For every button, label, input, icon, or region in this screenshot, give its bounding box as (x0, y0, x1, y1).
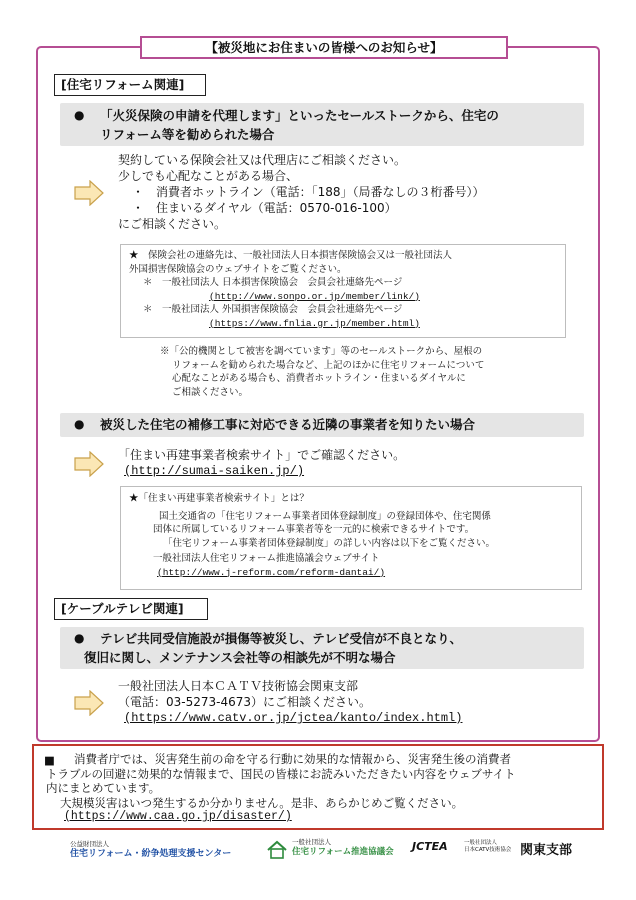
page-title: 【被災地にお住まいの皆様へのお知らせ】 (140, 36, 508, 59)
answer-2 (118, 447, 588, 479)
jctea-branch: 関東支部 (520, 843, 573, 858)
note-box-insurance (120, 244, 566, 338)
answer-3 (118, 678, 588, 726)
jctea-logo (412, 836, 592, 866)
caution-line: ご相談ください。 (172, 386, 249, 398)
question-1-heading-line2: リフォーム等を勧められた場合 (100, 127, 275, 142)
jrc-logo-name: 住宅リフォーム推進協議会 (292, 847, 394, 857)
bullet-icon: ● (74, 631, 85, 645)
note-box-search-site (120, 486, 582, 590)
jrc-logo-small: 一般社団法人 (292, 838, 331, 846)
note-line: 「住宅リフォーム事業者団体登録制度」の詳しい内容は以下をご覧ください。 (163, 537, 496, 549)
answer-1-hotline: ・ 消費者ホットライン（電話：「188」（局番なしの３桁番号）） (132, 185, 485, 199)
note-line: ＊ 一般社団法人 外国損害保険協会 会員会社連絡先ページ (143, 304, 403, 315)
answer-1-line: 少しでも心配なことがある場合、 (118, 169, 299, 183)
caution-line: リフォームを勧められた場合など、上記のほかに住宅リフォームについて (172, 359, 485, 371)
chic-logo (70, 840, 240, 870)
answer-3-line: 一般社団法人日本ＣＡＴＶ技術協会関東支部 (118, 679, 359, 693)
question-band-2 (60, 413, 584, 437)
fnlia-link[interactable]: (https://www.fnlia.gr.jp/member.html) (209, 317, 420, 329)
note-line: 外国損害保険協会のウェブサイトをご覧ください。 (129, 263, 347, 275)
section-label-cable: [ケーブルテレビ関連] (54, 598, 208, 620)
note-line: 国土交通省の「住宅リフォーム事業者団体登録制度」の登録団体や、住宅関係 (159, 510, 491, 522)
question-band-3 (60, 627, 584, 669)
arrow-right-icon (74, 451, 104, 477)
note-line: ★「住まい再建事業者検索サイト」とは？ (129, 493, 309, 504)
catv-link[interactable]: (https://www.catv.or.jp/jctea/kanto/index.html) (124, 711, 463, 725)
bullet-icon: ● (74, 108, 85, 122)
jctea-small-1: 一般社団法人 (464, 840, 498, 846)
footer-line: 大規模災害はいつ発生するか分かりません。是非、あらかじめご覧ください。 (60, 795, 464, 810)
answer-1-line: 契約している保険会社又は代理店にご相談ください。 (118, 153, 407, 167)
section-label-housing: [住宅リフォーム関連] (54, 74, 206, 96)
question-3-heading-line2: 復旧に関し、メンテナンス会社等の相談先が不明な場合 (84, 650, 396, 665)
question-2-heading: 被災した住宅の補修工事に対応できる近隣の事業者を知りたい場合 (100, 417, 476, 432)
note-line: ★ 保険会社の連絡先は、一般社団法人日本損害保険協会又は一般社団法人 (129, 250, 453, 261)
square-bullet-icon: ■ (44, 753, 55, 767)
caution-line: 心配なことがある場合も、消費者ホットライン・住まいるダイヤルに (172, 373, 466, 384)
consumer-agency-notice (32, 744, 604, 830)
question-1-heading-line1: 「火災保険の申請を代理します」といったセールストークから、住宅の (100, 108, 499, 123)
footer-line: 消費者庁では、災害発生前の命を守る行動に効果的な情報から、災害発生後の消費者 (74, 752, 511, 766)
sonpo-link[interactable]: (http://www.sonpo.or.jp/member/link/) (209, 290, 420, 302)
j-reform-link[interactable]: (http://www.j-reform.com/reform-dantai/) (157, 566, 386, 578)
chic-logo-name: 住宅リフォーム・紛争処理支援センター (70, 849, 232, 859)
jctea-small-2: 日本CATV技術協会 (464, 847, 512, 853)
jctea-mark: JCTEA (412, 840, 448, 853)
question-3-heading-line1: テレビ共同受信施設が損傷等被災し、テレビ受信が不良となり、 (100, 631, 463, 646)
house-icon (266, 840, 288, 860)
arrow-right-icon (74, 690, 104, 716)
footer-line: 内にまとめています。 (46, 781, 161, 795)
note-line: 団体に所属しているリフォーム事業者等を一元的に検索できるサイトです。 (153, 524, 475, 535)
question-band-1 (60, 103, 584, 146)
chic-logo-small: 公益財団法人 (70, 840, 109, 848)
note-line: ＊ 一般社団法人 日本損害保険協会 会員会社連絡先ページ (143, 277, 403, 288)
caution-note (160, 345, 580, 399)
answer-1-dial: ・ 住まいるダイヤル（電話：0570-016-100） (132, 201, 397, 215)
jrc-logo (266, 838, 416, 868)
bullet-icon: ● (74, 417, 85, 431)
answer-1 (118, 152, 588, 232)
footer-line: トラブルの回避に効果的な情報まで、国民の皆様にお読みいただきたい内容をウェブサイト (46, 766, 516, 781)
caa-disaster-link[interactable]: (https://www.caa.go.jp/disaster/) (64, 810, 292, 823)
answer-3-line: （電話：03-5273-4673）にご相談ください。 (118, 695, 372, 709)
arrow-right-icon (74, 180, 104, 206)
answer-2-line: 「住まい再建事業者検索サイト」でご確認ください。 (118, 448, 406, 462)
answer-1-line: にご相談ください。 (118, 217, 227, 231)
note-line: 一般社団法人住宅リフォーム推進協議会ウェブサイト (153, 553, 380, 564)
sumai-saiken-link[interactable]: (http://sumai-saiken.jp/) (124, 464, 305, 478)
caution-line: ※「公的機関として被害を調べています」等のセールストークから、屋根の (160, 346, 483, 357)
